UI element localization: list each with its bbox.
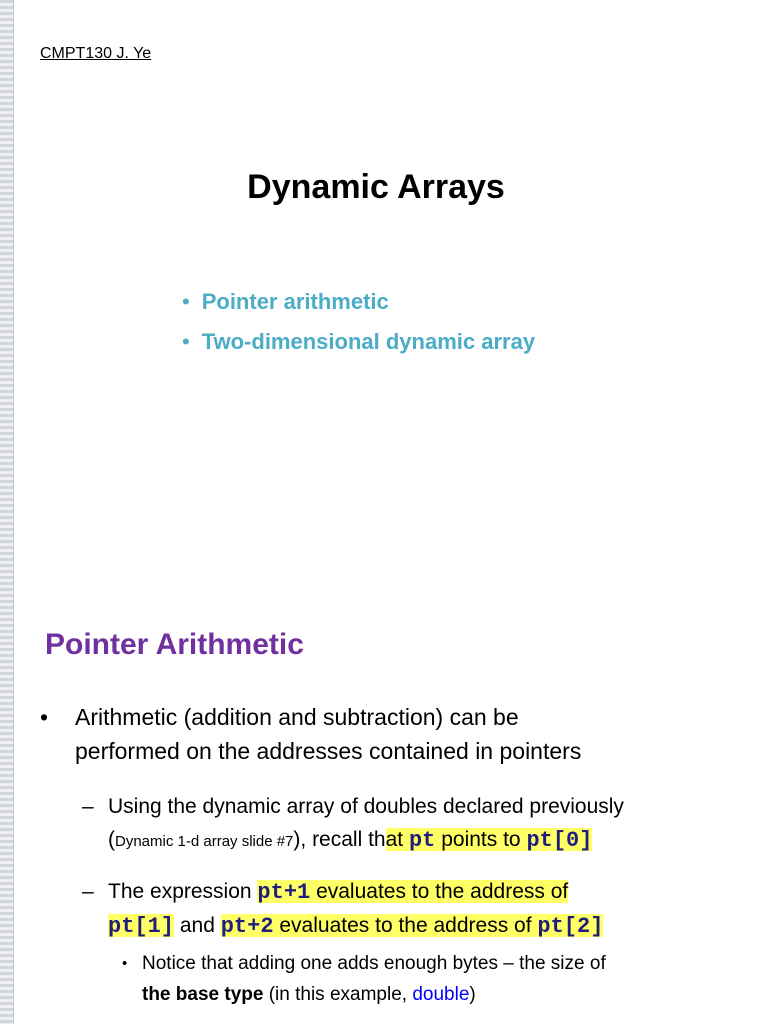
dash-line: The expression pt+1 evaluates to the address of (108, 880, 569, 905)
dash-icon: – (82, 795, 94, 818)
slide-reference: Dynamic 1-d array slide #7 (115, 833, 294, 850)
sub-bullet (122, 948, 752, 1010)
course-header: CMPT130 J. Ye (40, 45, 152, 62)
code-pt0: pt[0] (526, 828, 593, 853)
slide-1-title: Dynamic Arrays (247, 168, 505, 206)
dash-icon: – (82, 880, 94, 903)
bullet-icon: • (182, 289, 190, 314)
highlighted-text: pt+2 evaluates to the address of pt[2] (220, 914, 604, 939)
topic-list (182, 282, 535, 362)
main-bullet (40, 700, 740, 768)
topic-label: Pointer arithmetic (201, 289, 389, 314)
slide-2 (14, 580, 768, 1024)
bullet-icon: • (122, 955, 128, 972)
topic-item (182, 322, 535, 362)
main-bullet-line: Arithmetic (addition and subtraction) can be (75, 704, 519, 730)
slide-2-title: Pointer Arithmetic (45, 628, 304, 661)
code-pt-plus-1: pt+1 (257, 880, 311, 905)
slide-1 (14, 0, 768, 512)
dash-line: (Dynamic 1-d array slide #7), recall that pt points to pt[0] (108, 828, 593, 853)
topic-item (182, 282, 535, 322)
left-edge-strip (0, 0, 14, 1024)
code-pt-plus-2: pt+2 (220, 914, 274, 939)
sub-bullet-line: Notice that adding one adds enough bytes – the size of (142, 953, 606, 974)
code-pt1: pt[1] (108, 914, 175, 939)
code-pt: pt (408, 828, 436, 853)
topic-label: Two-dimensional dynamic array (201, 329, 536, 354)
main-bullet-line: performed on the addresses contained in pointers (75, 738, 582, 764)
type-name: double (412, 984, 470, 1005)
dash-line: Using the dynamic array of doubles declared previously (108, 795, 624, 818)
sub-bullet-line: the base type (in this example, double) (142, 984, 476, 1005)
dash-item-2 (82, 875, 754, 943)
highlighted-text: at pt points to pt[0] (385, 828, 593, 853)
dash-line: pt[1] and pt+2 evaluates to the address of pt[2] (108, 914, 604, 939)
bullet-icon: • (182, 329, 190, 354)
dash-item-1 (82, 790, 754, 858)
highlighted-text: pt+1 evaluates to the address of (257, 880, 569, 905)
bullet-icon: • (40, 704, 49, 730)
code-pt2: pt[2] (537, 914, 604, 939)
